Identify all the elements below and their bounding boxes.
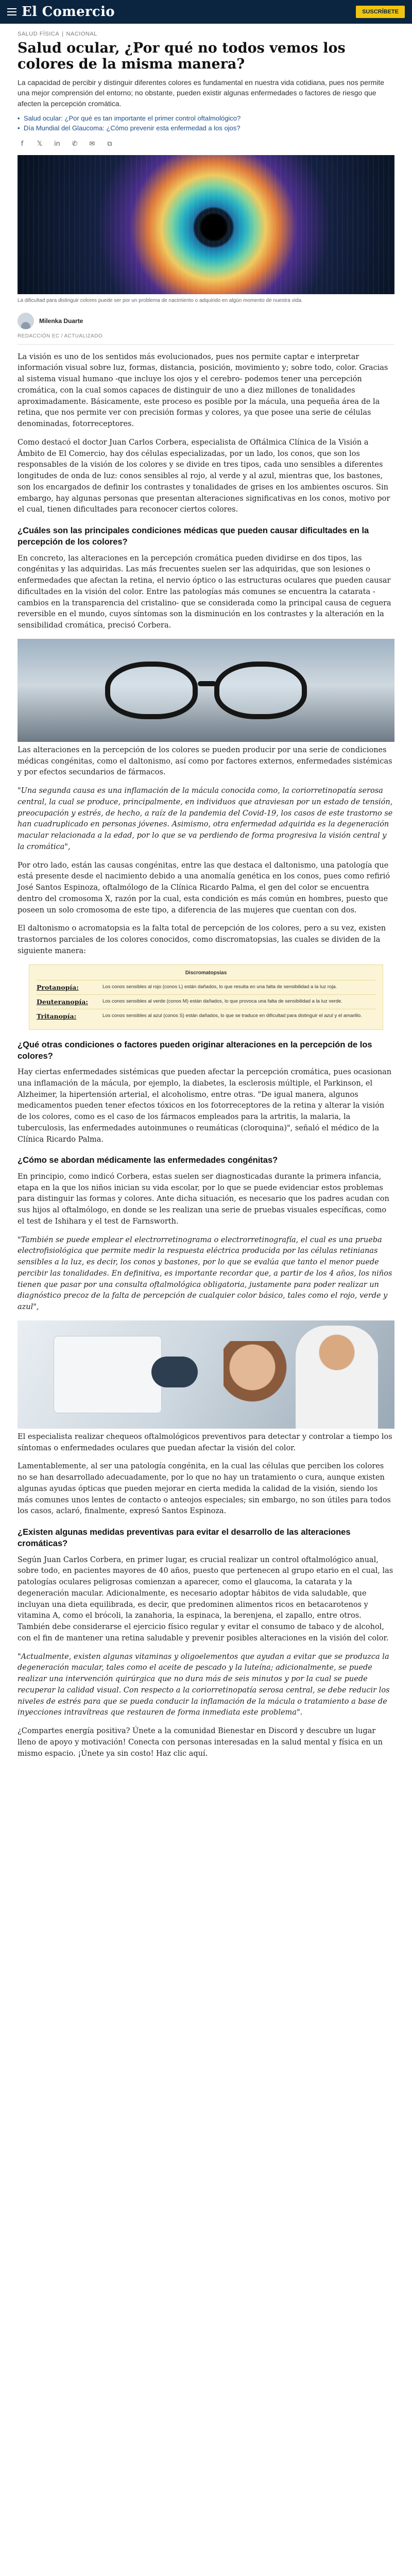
twitter-icon[interactable]: 𝕏: [37, 140, 43, 148]
whatsapp-icon[interactable]: ✆: [72, 140, 78, 148]
avatar: [18, 313, 34, 329]
email-icon[interactable]: ✉: [89, 140, 95, 148]
breadcrumb-section[interactable]: SALUD FÍSICA: [18, 31, 60, 37]
author-name[interactable]: Milenka Duarte: [39, 317, 83, 325]
paragraph: La visión es uno de los sentidos más evolucionados, pues nos permite captar e interpretar información visual sobre luz, formas, distancia, posición, movimiento y; sobre todo, color. Gracias al sistema visual humano -que incluye los ojos y el cerebro- podemos tener una percepción cromática, con la cual somos capaces de distinguir de uno a diez millones de tonalidades aproximadamente. Básicamente, este proceso es posible por la mácula, una pequeña área de la retina, que nos permite ver con precisión formas y colores, ya que posee una serie de células denominadas, fotorreceptores.: [18, 352, 388, 429]
related-links: [18, 114, 394, 133]
box-row: [37, 980, 375, 994]
box-definition: Los conos sensibles al azul (conos S) están dañados, lo que se traduce en dificultad para distinguir el azul y el amarillo.: [102, 1012, 362, 1019]
paragraph: ¿Compartes energía positiva? Únete a la comunidad Bienestar en Discord y descubre un lugar lleno de apoyo y motivación! Conecta con personas interesadas en la salud mental y física en un mismo espacio. ¡Únete ya sin costo! Haz clic aquí.: [18, 1727, 383, 1758]
divider: [18, 344, 394, 345]
figure-caption: Las alteraciones en la percepción de los colores se pueden producir por una serie de condiciones médicas congénitas, como el daltonismo, así como por factores externos, enfermedades sistémicas y por efectos secundarios de fármacos.: [18, 745, 392, 777]
paragraph: En principio, como indicó Corbera, estas suelen ser diagnosticadas durante la primera infancia, etapa en la que los niños inician su vida escolar, por lo que se puede evidenciar estos problemas para distinguir las formas y colores. Ante dicha situación, es necesario que los padres acudan con sus hijos al oftalmólogo, en donde se les realizan una serie de pruebas visuales específicas, como el test de Ishihara y el test de Farnsworth.: [18, 1172, 389, 1226]
dyschromatopsia-box: [29, 964, 383, 1030]
linkedin-icon[interactable]: in: [54, 140, 60, 148]
box-definition: Los conos sensibles al verde (conos M) están dañados, lo que provoca una falta de sensibilidad a la luz verde.: [102, 998, 342, 1004]
paragraph: Por otro lado, están las causas congénitas, entre las que destaca el daltonismo, una patología que está presente desde el nacimiento debido a una anomalía genética en los conos, pues como refirió José Santos Espinoza, oftalmólogo de la Clínica Ricardo Palma, el gen del color se encuentra dentro del cromosoma X, razón por la cual, esta condición es más común en hombres, puesto que poseen un solo cromosoma de este tipo, a diferencia de las mujeres que cuentan con dos.: [18, 861, 390, 914]
paragraph: Hay ciertas enfermedades sistémicas que pueden afectar la percepción cromática, pues ocasionan una inflamación de la mácula, por ejemplo, la diabetes, la esclerosis múltiple, el Parkinson, el Alzheimer, la hipertensión arterial, el alcoholismo, entre otras. "De igual manera, algunos medicamentos pueden tener efectos tóxicos en los fotorreceptores de la retina y alterar la visión de los colores, como es el caso de los fármacos empleados para la artritis, la malaria, la tuberculosis, las enfermedades autoinmunes o reumáticas (cloroquina)", señaló el médico de la Clínica Ricardo Palma.: [18, 1068, 392, 1144]
glasses-image: [18, 639, 394, 742]
hero-image: [18, 155, 394, 294]
article-meta: REDACCIÓN EC / ACTUALIZADO: [18, 333, 102, 339]
header-left: [7, 4, 115, 20]
related-link[interactable]: • Día Mundial del Glaucoma: ¿Cómo prevenir esta enfermedad a los ojos?: [18, 124, 394, 133]
figure-caption: El especialista realizar chequeos oftalmológicos preventivos para detectar y controlar a tiempo los síntomas o enfermedades oculares que puedan afectar la visión del color.: [18, 1432, 392, 1452]
breadcrumb: SALUD FÍSICA | NACIONAL: [18, 31, 97, 37]
article-body: [18, 352, 394, 1760]
site-logo[interactable]: El Comercio: [22, 4, 115, 20]
box-definition: Los conos sensibles al rojo (conos L) están dañados, lo que resulta en una falta de sensibilidad a la luz roja.: [102, 984, 337, 990]
paragraph: Como destacó el doctor Juan Carlos Corbera, especialista de Oftálmica Clínica de la Visión a Ámbito de El Comercio, hay dos células especializadas, por un lado, los conos, que son los responsables de la visión de los colores y se divide en tres tipos, cada uno sensibles a diferentes longitudes de onda de luz: conos sensibles al rojo, al verde y al azul, mientras que, los bastones, son los encargados de definir los contrastes y tonalidades de grises en los ambientes oscuros. Sin embargo, hay algunas personas que presentan alteraciones significativas en los conos, motivo por el cual, tienen dificultades para reconocer ciertos colores.: [18, 438, 390, 514]
article-deck: La capacidad de percibir y distinguir diferentes colores es fundamental en nuestra vida cotidiana, pues nos permite una mejor comprensión del entorno; no obstante, pueden existir algunas enfermedades o factores de riesgo que afecten la percepción cromática.: [18, 78, 385, 108]
section-heading: ¿Cuáles son las principales condiciones médicas que pueden causar dificultades en la percepción de los colores?: [18, 526, 369, 547]
author-block: [18, 313, 394, 329]
box-row: [37, 994, 375, 1009]
box-term: Tritanopía:: [37, 1012, 77, 1020]
box-term: Protanopía:: [37, 983, 79, 991]
subscribe-button[interactable]: SUSCRÍBETE: [356, 6, 405, 18]
section-heading: ¿Cómo se abordan médicamente las enfermedades congénitas?: [18, 1156, 278, 1165]
paragraph: En concreto, las alteraciones en la percepción cromática pueden dividirse en dos tipos, las congénitas y las adquiridas. Las más frecuentes suelen ser las adquiridas, que son lesiones o enfermedades que afectan la retina, el nervio óptico o las estructuras oculares que pueden causar dificultades en la visión del color. Entre las patologías más comunes se encuentra la catarata -cambios en la transparencia del cristalino- que se considerada como la principal causa de ceguera reversible en el mundo, cuyos síntomas son la disminución en los contrastes y la alteración en la sensibilidad cromática, precisó Corbera.: [18, 554, 391, 630]
box-term: Deuteranopía:: [37, 997, 88, 1006]
copy-link-icon[interactable]: ⧉: [107, 140, 112, 148]
section-heading: ¿Qué otras condiciones o factores pueden originar alteraciones en la percepción de los colores?: [18, 1040, 372, 1061]
quote-paragraph: "Una segunda causa es una inflamación de la mácula conocida como, la coriorretinopatía serosa central, la cual se produce, principalmente, en individuos que atraviesan por un estado de tensión, preocupación y estrés, de hecho, a raíz de la pandemia del Covid-19, los casos de este trastorno se han cuadruplicado en personas jóvenes. Asimismo, otra enfermedad adquirida es la degeneración macular relacionada a la edad, por lo que se va perdiendo de forma progresiva la visión central y la cromática",: [18, 787, 393, 851]
share-bar: [18, 140, 394, 149]
box-title: Discromatopsias: [185, 970, 227, 976]
facebook-icon[interactable]: f: [21, 140, 24, 148]
article: [0, 24, 412, 1772]
paragraph: Según Juan Carlos Corbera, en primer lugar, es crucial realizar un control oftalmológico anual, sobre todo, en pacientes mayores de 40 años, puesto que pertenecen al grupo etario en el cual, las patologías oculares peligrosas comienzan a aparecer, como el glaucoma, la catarata y la degeneración macular. Adicionalmente, es necesario adoptar hábitos de vida saludable, que incluyan una dieta equilibrada, es decir, que predominen alimentos ricos en betacarotenos y vitamina A, como el brócoli, la zanahoria, la espinaca, la berenjena, el zapallo, entre otros. También debe considerarse el ejercicio físico regular y evitar el consumo de tabaco y de alcohol, con el fin de mantener una retina saludable y prevenir posibles alteraciones en la visión del color.: [18, 1555, 393, 1642]
box-row: [37, 1009, 375, 1023]
paragraph: Lamentablemente, al ser una patología congénita, en la cual las células que perciben los colores no se han desarrollado adecuadamente, por lo que no hay un tratamiento o cura, aunque existen algunas ayudas ópticas que pueden mejorar en cierta medida la calidad de la visión, siendo los más comunes unos lentes de contacto o anteojos especiales; sin embargo, no son útiles para todos los casos, aclaró, finalmente, expresó Santos Espinoza.: [18, 1462, 391, 1516]
site-header: [0, 0, 412, 24]
quote-paragraph: "Actualmente, existen algunas vitaminas y oligoelementos que ayudan a evitar que se produzca la degeneración macular, tales como el aceite de pescado y la luteína; adicionalmente, se puede realizar una intervención quirúrgica que no dura más de seis minutos y por la cual se puede recuperar la calidad visual. Con respecto a la coriorretinopatía serosa central, se debe reducir los niveles de estrés para que se pueda conducir la inflamación de la mácula o tratamiento a base de inyecciones intravítreas que restauren de forma inmediata este problema".: [18, 1652, 390, 1717]
eye-pupil: [200, 213, 228, 241]
quote-paragraph: "También se puede emplear el electrorretinograma o electrorretinografía, el cual es una prueba electrofisiológica que permite medir la respuesta eléctrica producida por las células retinianas sensibles a la luz, es decir, los conos y bastones, por lo que se evalúa que tanto el menor puede percibir las tonalidades. En definitiva, es importante recordar que, a partir de los 4 años, los niños tienen que pasar por una consulta oftalmológica obligatoria, justamente para poder realizar un diagnóstico precoz de la falta de percepción de cualquier color básico, tales como el rojo, verde y azul",: [18, 1235, 392, 1311]
section-heading: ¿Existen algunas medidas preventivas para evitar el desarrollo de las alteraciones cromáticas?: [18, 1528, 351, 1549]
breadcrumb-category[interactable]: NACIONAL: [66, 31, 97, 37]
hero-caption: La dificultad para distinguir colores puede ser por un problema de nacimiento o adquirido en algún momento de nuestra vida.: [18, 297, 303, 303]
article-title: Salud ocular, ¿Por qué no todos vemos los colores de la misma manera?: [18, 40, 346, 73]
menu-icon[interactable]: [7, 8, 16, 15]
paragraph: El daltonismo o acromatopsia es la falta total de percepción de los colores, pero a su vez, existen trastornos parciales de los colores conocidos, como discromatopsias, las cuales se dividen de la siguiente manera:: [18, 924, 386, 955]
related-link[interactable]: • Salud ocular: ¿Por qué es tan importante el primer control oftalmológico?: [18, 114, 394, 124]
eye-exam-image: [18, 1320, 394, 1429]
